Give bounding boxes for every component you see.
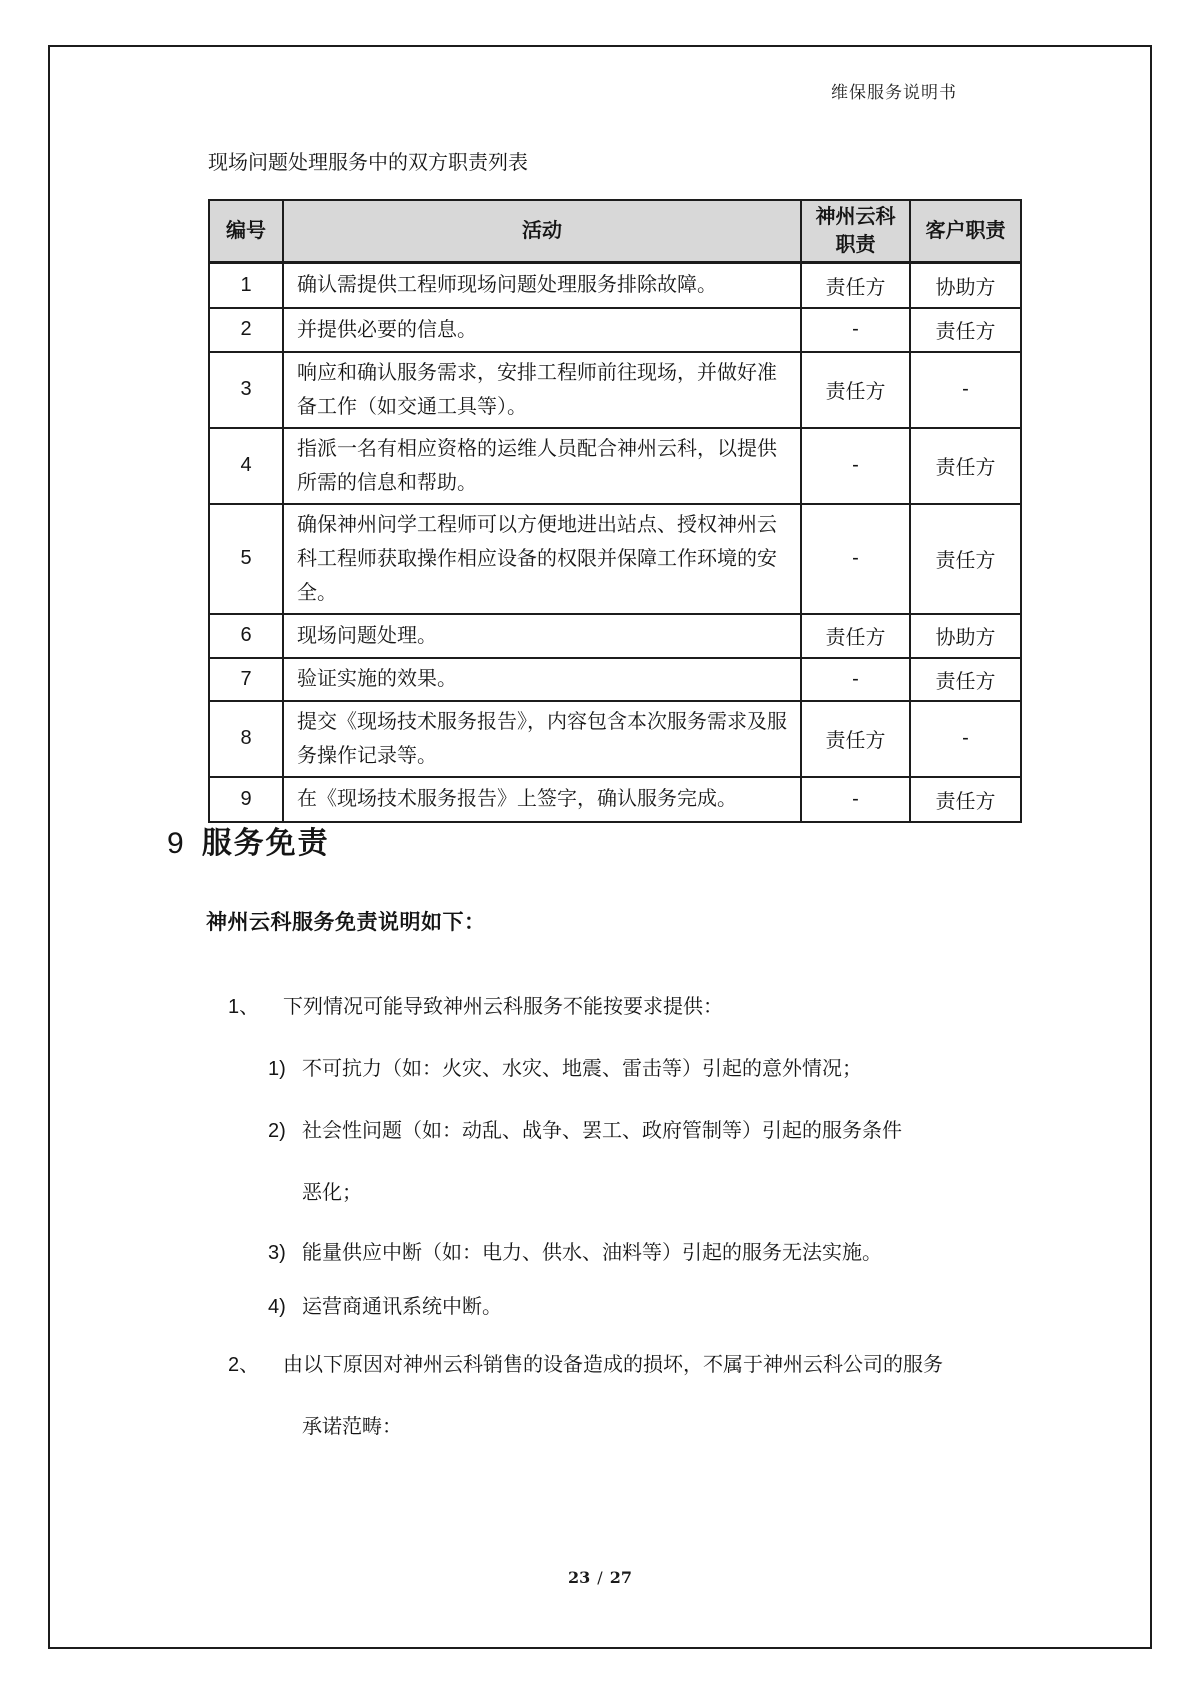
customer-role-cell: - <box>910 352 1021 428</box>
section-number: 9 <box>167 827 184 860</box>
customer-role-cell: 协助方 <box>910 614 1021 658</box>
header-cell-vendor: 神州云科职责 <box>801 200 910 263</box>
vendor-role-cell: 责任方 <box>801 701 910 777</box>
responsibilities-table <box>208 199 1022 823</box>
page-number <box>0 1568 1200 1587</box>
line-text: 运营商通讯系统中断。 <box>302 1296 502 1318</box>
table-row <box>209 701 1021 777</box>
activity-cell: 现场问题处理。 <box>283 614 801 658</box>
activity-cell: 并提供必要的信息。 <box>283 308 801 352</box>
activity-cell: 确保神州问学工程师可以方便地进出站点、授权神州云科工程师获取操作相应设备的权限并保障工作环境的安全。 <box>283 504 801 614</box>
disclaimer-line <box>268 1052 862 1081</box>
vendor-role-cell: 责任方 <box>801 263 910 308</box>
vendor-role-cell: - <box>801 504 910 614</box>
row-number-cell: 9 <box>209 777 283 822</box>
line-marker: 3) <box>268 1242 286 1264</box>
customer-role-cell: 责任方 <box>910 504 1021 614</box>
table-row <box>209 428 1021 504</box>
total-page-count: 27 <box>609 1568 632 1587</box>
header-cell-customer: 客户职责 <box>910 200 1021 263</box>
vendor-role-cell: 责任方 <box>801 352 910 428</box>
row-number-cell: 1 <box>209 263 283 308</box>
line-text: 下列情况可能导致神州云科服务不能按要求提供： <box>283 996 723 1018</box>
activity-cell: 响应和确认服务需求，安排工程师前往现场，并做好准备工作（如交通工具等）。 <box>283 352 801 428</box>
table-row <box>209 263 1021 308</box>
disclaimer-line <box>302 1176 362 1205</box>
table-row <box>209 504 1021 614</box>
section-heading <box>167 824 330 864</box>
activity-cell: 指派一名有相应资格的运维人员配合神州云科，以提供所需的信息和帮助。 <box>283 428 801 504</box>
row-number-cell: 7 <box>209 658 283 701</box>
line-text: 社会性问题（如：动乱、战争、罢工、政府管制等）引起的服务条件 <box>302 1120 902 1142</box>
disclaimer-line <box>268 1290 502 1319</box>
line-marker: 2) <box>268 1120 286 1142</box>
table-caption: 现场问题处理服务中的双方职责列表 <box>208 152 528 174</box>
table-row <box>209 777 1021 822</box>
line-marker: 1、 <box>228 996 260 1018</box>
table-row <box>209 308 1021 352</box>
disclaimer-line <box>228 1348 943 1377</box>
line-marker: 1) <box>268 1058 286 1080</box>
activity-cell: 提交《现场技术服务报告》，内容包含本次服务需求及服务操作记录等。 <box>283 701 801 777</box>
row-number-cell: 8 <box>209 701 283 777</box>
page-number-separator: / <box>597 1568 603 1587</box>
customer-role-cell: 责任方 <box>910 428 1021 504</box>
row-number-cell: 4 <box>209 428 283 504</box>
current-page-number: 23 <box>568 1568 591 1587</box>
customer-role-cell: 责任方 <box>910 777 1021 822</box>
row-number-cell: 6 <box>209 614 283 658</box>
vendor-role-cell: - <box>801 308 910 352</box>
line-text: 恶化； <box>302 1182 362 1204</box>
line-marker: 2、 <box>228 1354 260 1376</box>
table-header-row <box>209 200 1021 263</box>
header-cell-number: 编号 <box>209 200 283 263</box>
disclaimer-line <box>268 1114 902 1143</box>
running-header: 维保服务说明书 <box>831 83 957 103</box>
disclaimer-intro: 神州云科服务免责说明如下： <box>206 911 486 934</box>
table-row <box>209 614 1021 658</box>
section-title: 服务免责 <box>201 827 330 860</box>
disclaimer-line <box>268 1236 882 1265</box>
activity-cell: 确认需提供工程师现场问题处理服务排除故障。 <box>283 263 801 308</box>
vendor-role-cell: 责任方 <box>801 614 910 658</box>
table-row <box>209 352 1021 428</box>
customer-role-cell: 协助方 <box>910 263 1021 308</box>
activity-cell: 在《现场技术服务报告》上签字，确认服务完成。 <box>283 777 801 822</box>
line-text: 承诺范畴： <box>302 1416 402 1438</box>
line-marker: 4) <box>268 1296 286 1318</box>
line-text: 能量供应中断（如：电力、供水、油料等）引起的服务无法实施。 <box>302 1242 882 1264</box>
vendor-role-cell: - <box>801 428 910 504</box>
row-number-cell: 3 <box>209 352 283 428</box>
row-number-cell: 2 <box>209 308 283 352</box>
customer-role-cell: 责任方 <box>910 658 1021 701</box>
line-text: 由以下原因对神州云科销售的设备造成的损坏，不属于神州云科公司的服务 <box>283 1354 943 1376</box>
activity-cell: 验证实施的效果。 <box>283 658 801 701</box>
disclaimer-line <box>228 990 723 1019</box>
vendor-role-cell: - <box>801 777 910 822</box>
disclaimer-line <box>302 1410 402 1439</box>
vendor-role-cell: - <box>801 658 910 701</box>
row-number-cell: 5 <box>209 504 283 614</box>
customer-role-cell: - <box>910 701 1021 777</box>
table-row <box>209 658 1021 701</box>
header-cell-activity: 活动 <box>283 200 801 263</box>
line-text: 不可抗力（如：火灾、水灾、地震、雷击等）引起的意外情况； <box>302 1058 862 1080</box>
customer-role-cell: 责任方 <box>910 308 1021 352</box>
